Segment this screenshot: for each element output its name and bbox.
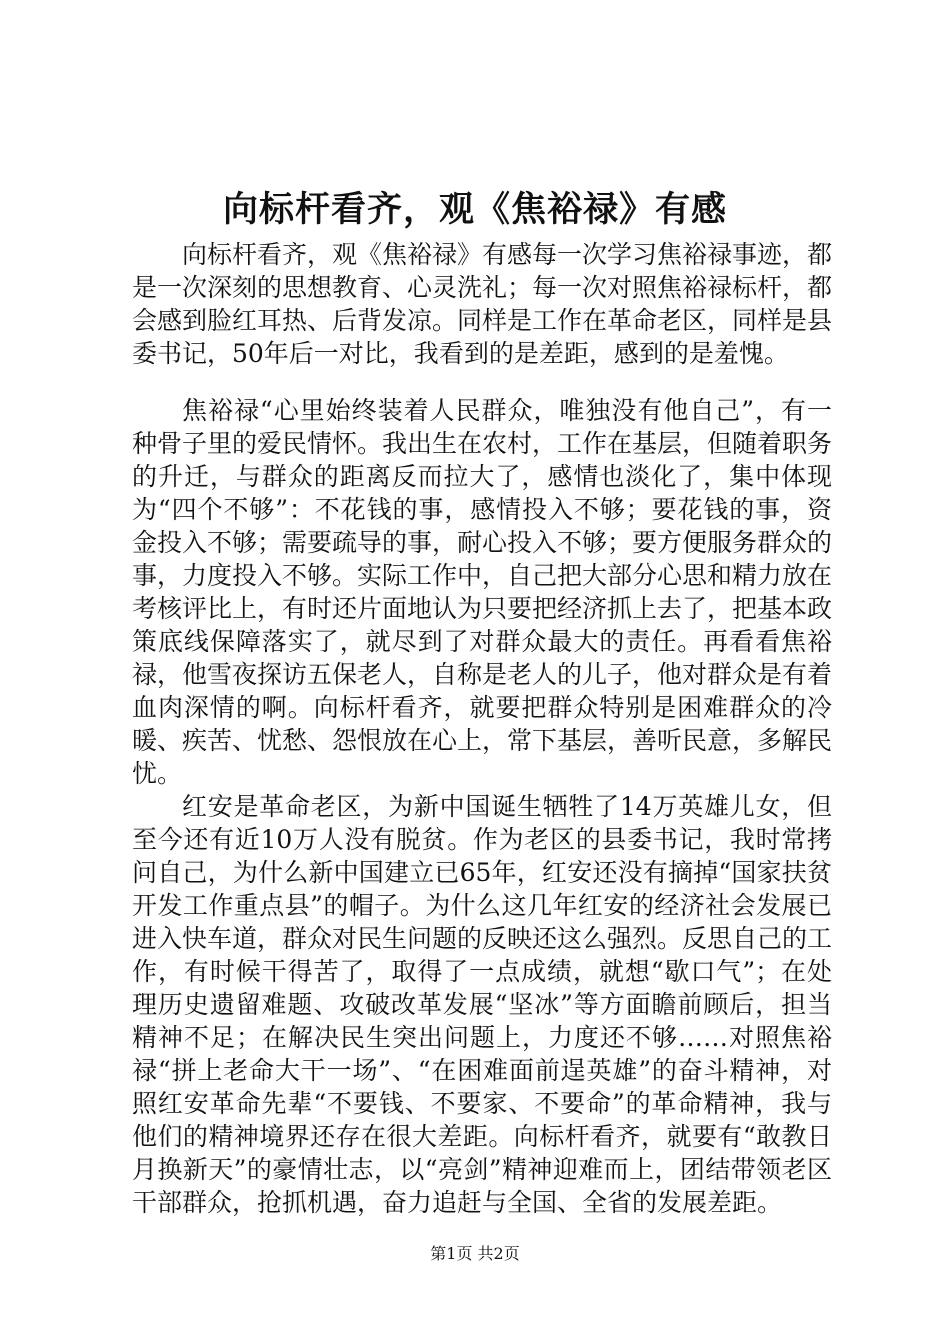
paragraph-2: 焦裕禄“心里始终装着人民群众，唯独没有他自己”，有一种骨子里的爱民情怀。我出生在农村，工作在基层，但随着职务的升迁，与群众的距离反而拉大了，感情也淡化了，集中体现为“四个不够”：不花钱的事，感情投入不够；要花钱的事，资金投入不够；需要疏导的事，耐心投入不够；要方便服务群众的事，力度投入不够。实际工作中，自己把大部分心思和精力放在考核评比上，有时还片面地认为只要把经济抓上去了，把基本政策底线保障落实了，就尽到了对群众最大的责任。再看看焦裕禄，他雪夜探访五保老人，自称是老人的儿子，他对群众是有着血肉深情的啊。向标杆看齐，就要把群众特别是困难群众的冷暖、疾苦、忧愁、怨恨放在心上，常下基层，善听民意，多解民忧。 — [132, 396, 833, 788]
paragraph-1: 向标杆看齐，观《焦裕禄》有感每一次学习焦裕禄事迹，都是一次深刻的思想教育、心灵洗礼；每一次对照焦裕禄标杆，都会感到脸红耳热、后背发凉。同样是工作在革命老区，同样是县委书记，50年后一对比，我看到的是差距，感到的是羞愧。 — [132, 240, 833, 368]
document-body — [132, 238, 832, 1219]
paragraph-3: 红安是革命老区，为新中国诞生牺牲了14万英雄儿女，但至今还有近10万人没有脱贫。作为老区的县委书记，我时常拷问自己，为什么新中国建立已65年，红安还没有摘掉“国家扶贫开发工作重点县”的帽子。为什么这几年红安的经济社会发展已进入快车道，群众对民生问题的反映还这么强烈。反思自己的工作，有时候干得苦了，取得了一点成绩，就想“歇口气”；在处理历史遗留难题、攻破改革发展“坚冰”等方面瞻前顾后，担当精神不足；在解决民生突出问题上，力度还不够……对照焦裕禄“拼上老命大干一场”、“在困难面前逞英雄”的奋斗精神，对照红安革命先辈“不要钱、不要家、不要命”的革命精神，我与他们的精神境界还存在很大差距。向标杆看齐，就要有“敢教日月换新天”的豪情壮志，以“亮剑”精神迎难而上，团结带领老区干部群众，抢抓机遇，奋力追赶与全国、全省的发展差距。 — [132, 792, 833, 1217]
document-title: 向标杆看齐，观《焦裕禄》有感 — [222, 189, 727, 230]
page-number-footer: 第1页 共2页 — [430, 1244, 520, 1263]
